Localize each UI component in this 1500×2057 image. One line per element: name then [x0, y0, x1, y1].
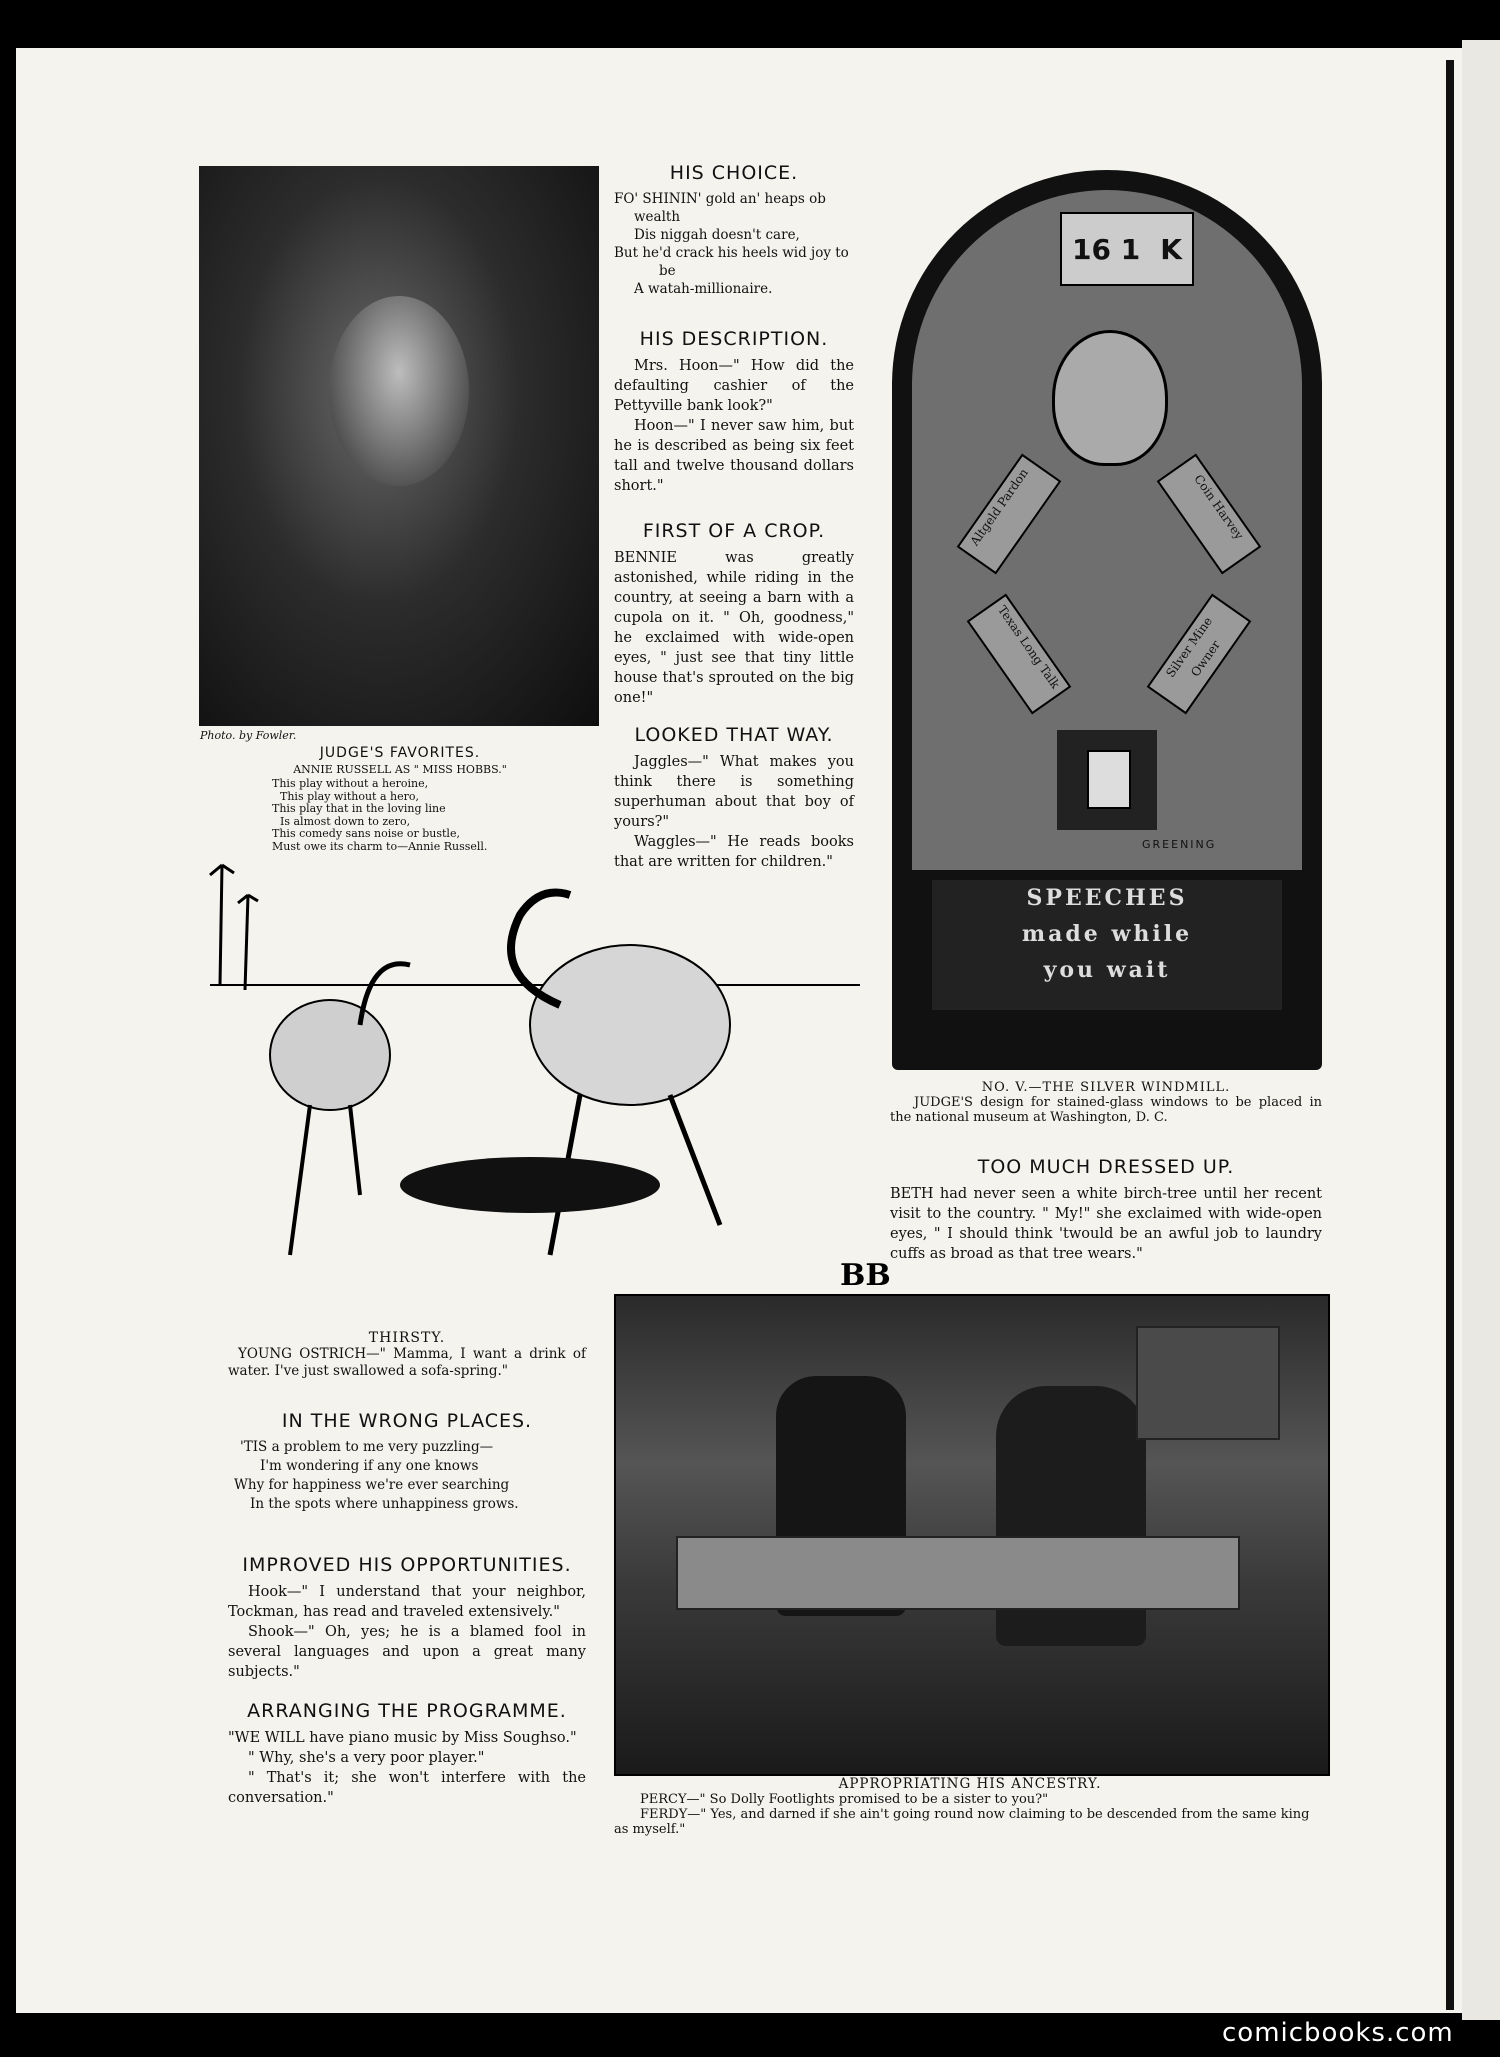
favorites-title: JUDGE'S FAVORITES.	[319, 745, 481, 761]
his-description-p2: Hoon—" I never saw him, but he is described as being six feet tall and twelve thousand dollars short."	[614, 418, 854, 494]
verse-line: This play without a hero,	[280, 789, 419, 803]
verse-line: In the spots where unhappiness grows.	[250, 1496, 519, 1512]
verse-line: This comedy sans noise or bustle,	[272, 827, 460, 840]
bench	[676, 1536, 1240, 1610]
looked-that-way	[614, 724, 854, 872]
next-page-edge	[1462, 40, 1500, 2020]
looked-that-way-p2: Waggles—" He reads books that are written for children."	[614, 834, 854, 870]
banner-line: made while	[1021, 921, 1193, 947]
sail-lower-left: Texas Long Talk	[967, 594, 1072, 715]
programme-p2: " Why, she's a very poor player."	[248, 1750, 485, 1766]
ancestry-title: APPROPRIATING HIS ANCESTRY.	[838, 1776, 1102, 1792]
his-description	[614, 328, 854, 496]
improved-p2: Shook—" Oh, yes; he is a blamed fool in several languages and upon a great many subjects."	[228, 1624, 586, 1680]
sail-lower-right: Silver Mine Owner	[1147, 594, 1252, 715]
his-choice	[614, 162, 854, 298]
ostrich-cartoon	[200, 855, 891, 1325]
verse-line: Is almost down to zero,	[280, 814, 411, 828]
portrait-face	[329, 296, 469, 486]
banner-line: you wait	[1043, 957, 1171, 983]
first-of-a-crop-text: BENNIE was greatly astonished, while riding in the country, at seeing a barn with a cupola on it. " Oh, goodness," he exclaimed with wide-open eyes, " just see that tiny little house that's sprouted on the big one!"	[614, 550, 854, 706]
mill-door	[1087, 750, 1131, 809]
ancestry-illustration	[614, 1294, 1330, 1776]
verse-line: Dis niggah doesn't care,	[634, 227, 800, 243]
ancestry-p2: FERDY—" Yes, and darned if she ain't going round now claiming to be descended from the same king as myself."	[614, 1807, 1310, 1837]
palm-tree-icon	[238, 895, 258, 990]
verse-line: Must owe its charm to—Annie Russell.	[272, 839, 488, 853]
young-ostrich-body	[270, 1000, 390, 1110]
badge-right: K	[1160, 232, 1182, 266]
verse-line: This play that in the loving line	[272, 802, 446, 815]
mother-ostrich-body	[530, 945, 730, 1105]
watermark: comicbooks.com	[1222, 2018, 1454, 2048]
verse-line: This play without a heroine,	[272, 777, 429, 790]
sail-upper-left: Altgeld Pardon	[957, 454, 1062, 575]
annie-russell-photo	[199, 166, 599, 726]
improved-title: IMPROVED HIS OPPORTUNITIES.	[242, 1554, 572, 1576]
artist-monogram: BB	[840, 1258, 891, 1293]
first-of-a-crop	[614, 520, 854, 708]
verse-line: FO' SHININ' gold an' heaps ob	[614, 191, 826, 207]
programme-p3: " That's it; she won't interfere with the conversation."	[228, 1770, 586, 1806]
artist-signature: GREENING	[1142, 838, 1217, 851]
verse-line: But he'd crack his heels wid joy to	[614, 245, 849, 261]
badge	[1060, 212, 1194, 286]
his-description-title: HIS DESCRIPTION.	[639, 328, 829, 350]
verse-line: A watah-millionaire.	[634, 281, 773, 297]
verse-line: I'm wondering if any one knows	[260, 1458, 479, 1474]
in-the-wrong-places	[228, 1410, 586, 1514]
favorites-verse	[200, 778, 600, 853]
windmill-caption-title: NO. V.—THE SILVER WINDMILL.	[981, 1080, 1231, 1095]
banner-line: SPEECHES	[1026, 885, 1188, 911]
ancestry-p1: PERCY—" So Dolly Footlights promised to be a sister to you?"	[640, 1792, 1049, 1807]
programme-title: ARRANGING THE PROGRAMME.	[247, 1700, 567, 1722]
verse-line: be	[659, 263, 676, 279]
too-much-dressed-text: BETH had never seen a white birch-tree until her recent visit to the country. " My!" she exclaimed with wide-open eyes, " I should think 'twould be an awful job to laundry cuffs as broad as that tree wears."	[890, 1186, 1322, 1262]
judges-favorites	[200, 728, 600, 853]
wrong-places-verse	[228, 1438, 586, 1514]
photo-credit: Photo. by Fowler.	[200, 729, 297, 742]
background-building	[1136, 1326, 1280, 1440]
his-choice-verse	[614, 190, 854, 298]
ancestry-caption	[614, 1776, 1326, 1837]
verse-line: wealth	[634, 209, 681, 225]
favorites-subtitle: ANNIE RUSSELL AS " MISS HOBBS."	[293, 763, 507, 776]
windmill-caption-text: JUDGE'S design for stained-glass windows to be placed in the national museum at Washington, D. C.	[890, 1095, 1322, 1125]
thirsty	[228, 1330, 586, 1380]
window-glass	[912, 190, 1302, 870]
programme-p1: "WE WILL have piano music by Miss Soughso."	[228, 1730, 577, 1746]
his-choice-title: HIS CHOICE.	[669, 162, 799, 184]
looked-that-way-title: LOOKED THAT WAY.	[634, 724, 834, 746]
palm-tree-icon	[210, 865, 234, 985]
face-icon	[1052, 330, 1168, 466]
too-much-dressed-title: TOO MUCH DRESSED UP.	[977, 1156, 1235, 1178]
thirsty-text: YOUNG OSTRICH—" Mamma, I want a drink of water. I've just swallowed a sofa-spring."	[228, 1346, 586, 1379]
silver-windmill-window	[892, 170, 1322, 1070]
improved-his-opportunities	[228, 1554, 586, 1682]
thirsty-title: THIRSTY.	[368, 1330, 446, 1346]
badge-left: 16 1	[1072, 232, 1141, 266]
first-of-a-crop-title: FIRST OF A CROP.	[642, 520, 826, 542]
windmill-caption	[890, 1080, 1322, 1125]
speeches-banner	[932, 880, 1282, 1010]
verse-line: 'TIS a problem to me very puzzling—	[240, 1439, 494, 1455]
his-description-p1: Mrs. Hoon—" How did the defaulting cashier of the Pettyville bank look?"	[614, 358, 854, 414]
shadow	[400, 1157, 660, 1213]
page-edge	[1446, 60, 1454, 2010]
too-much-dressed	[890, 1156, 1322, 1264]
verse-line: Why for happiness we're ever searching	[234, 1477, 510, 1493]
sail-upper-right: Coin Harvey	[1157, 454, 1262, 575]
wrong-places-title: IN THE WRONG PLACES.	[281, 1410, 533, 1432]
young-ostrich-legs	[290, 1105, 360, 1255]
improved-p1: Hook—" I understand that your neighbor, Tockman, has read and traveled extensively."	[228, 1584, 586, 1620]
arranging-the-programme	[228, 1700, 586, 1808]
looked-that-way-p1: Jaggles—" What makes you think there is something superhuman about that boy of yours?"	[614, 754, 854, 830]
